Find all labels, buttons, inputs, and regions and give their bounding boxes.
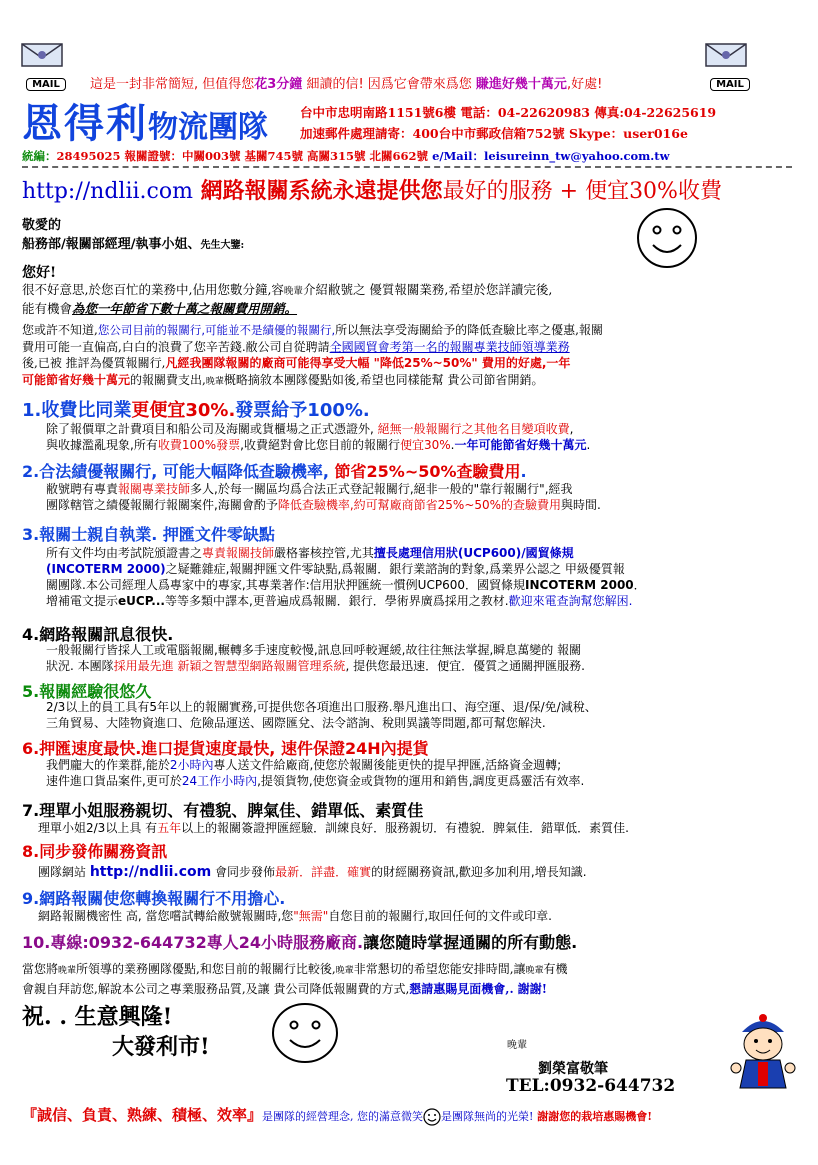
tagline: 這是一封非常簡短, 但值得您花3分鐘 細讀的信! 因爲它會帶來爲您 賺進好幾十萬元,好處! [90, 77, 603, 92]
site-link[interactable]: http://ndlii.com [89, 864, 212, 880]
section-5-body: 2/3以上的員工具有5年以上的報關實務,可提供您各項進出口服務.舉凡進出口、海空運、退/保/免/減稅、 三角貿易、大陸物資進口、危險品運送、國際匯兌、法令諮詢、稅則異議等問題,都可幫您解決. [46, 700, 597, 730]
junior-label: 晚輩 [507, 1040, 527, 1051]
section-8-heading: 8.同步發佈關務資訊 [22, 842, 168, 861]
section-3-heading: 3.報關士親自執業. 押匯文件零缺點 [22, 525, 275, 544]
section-7-body: 理單小姐2/3以上具 有五年以上的報關簽證押匯經驗．訓練良好．服務親切．有禮貌．脾氣佳．錯單低．素質佳. [38, 821, 629, 835]
header-divider [22, 166, 792, 168]
smiley-icon [636, 207, 698, 269]
closing-wish-1: 祝. . 生意興隆! [22, 1004, 173, 1030]
greeting-line2: 船務部/報關部經理/執事小姐、先生大鑒: [22, 237, 245, 252]
site-link[interactable]: http://ndlii.com [22, 179, 193, 204]
signature-tel: TEL:0932-644732 [506, 1076, 676, 1096]
signature: 劉榮富敬筆 [538, 1061, 608, 1077]
company-address: 台中市忠明南路1151號6樓 電話：04-22620983 傳真:04-22625619 [300, 105, 717, 120]
section-8-body: 團隊網站 http://ndlii.com 會同步發佈最新．詳盡．確實的財經關務資訊,歡迎多加利用,增長知識. [38, 864, 587, 880]
section-1-body: 除了報價單之計費項目和船公司及海關或貨櫃場之正式憑證外, 絕無一般報關行之其他名目變項收費, 與收據濫亂現象,所有收費100%發票,收費絕對會比您目前的報關行便宜30%.一年可能節省好幾十萬元. [46, 422, 591, 452]
envelope-icon [704, 42, 748, 78]
section-7-heading: 7.理單小姐服務親切、有禮貌、脾氣佳、錯單低、素質佳 [22, 801, 424, 820]
section-4-heading: 4.網路報關訊息很快. [22, 625, 174, 644]
greeting-paragraph-line1: 很不好意思,於您百忙的業務中,佔用您數分鐘,容晚輩介紹敝號之 優質報關業務,希望於您詳讀完後, [22, 282, 553, 297]
mail-icon-left [20, 42, 66, 91]
smiley-icon [270, 1002, 340, 1064]
email-link[interactable]: leisureinn_tw@yahoo.com.tw [484, 149, 670, 163]
section-4-body: 一般報關行皆採人工或電腦報關,輾轉多手速度較慢,訊息回呼較遲緩,故往往無法掌握,瞬息萬變的 報關 狀況. 本團隊採用最先進 新穎之智慧型網路報關管理系統, 提供您最迅速．便宜．優質之通關押匯服務. [46, 643, 585, 673]
small-smiley-icon [423, 1108, 441, 1126]
closing-wish-2: 大發利市! [112, 1034, 210, 1060]
company-name: 恩得利物流團隊 [22, 100, 268, 147]
section-3-body: 所有文件均由考試院頒證書之專責報關技師嚴格審核控管,尤其擅長處理信用狀(UCP600)/國貿條規 (INCOTERM 2000)之疑難雜症,報關押匯文件零缺點,爲報關．銀行業諮詢的對象,爲業界公認之 甲級優質報 關團隊.本公司經理人爲專家中的專家,其專業著作:信用狀押匯統一慣例UCP600．國貿條規INCOTERM 2000． 增補電文提示eUCP...等等多類中譯本,更普遍成爲報關．銀行．學術界廣爲採用之教材.歡迎來電查詢幫您解困. [46, 546, 646, 608]
section-6-heading: 6.押匯速度最快.進口提貨速度最快, 速件保證24H內提貨 [22, 739, 429, 758]
closing-paragraph: 當您將晚輩所領導的業務團隊優點,和您目前的報關行比較後,晚輩非常懇切的希望您能安排時間,讓晚輩有機 會親自拜訪您,解說本公司之專業服務品質,及讓 貴公司降低報關費的方式,懇請惠賜見面機會,. 謝謝! [22, 962, 568, 996]
mail-icon-right [704, 42, 750, 91]
section-9-heading: 9.網路報關使您轉換報關行不用擔心. [22, 889, 286, 908]
section-5-heading: 5.報關經驗很悠久 [22, 682, 152, 701]
greeting-paragraph-line2: 能有機會為您一年節省下數十萬之報關費用開銷。 [22, 301, 298, 316]
section-2-heading: 2.合法績優報關行, 可能大幅降低查驗機率, 節省25%~50%查驗費用. [22, 462, 527, 481]
license-line: 統編：28495025 報關證號：中關003號 基關745號 高關315號 北關662號 e/Mail：leisureinn_tw@yahoo.com.tw [22, 149, 670, 163]
greeting-hello: 您好! [22, 265, 57, 281]
company-mail-box: 加速郵件處理請寄：400台中市郵政信箱752號 Skype：user016e [300, 126, 688, 141]
cartoon-mascot-icon [724, 1010, 802, 1094]
envelope-icon [20, 42, 64, 78]
section-2-body: 敝號聘有專責報關專業技師多人,於每一關區均爲合法正式登記報關行,絕非一般的"靠行報關行",經我 團隊轄管之績優報關行報關案件,海關會酌予降低查驗機率,約可幫廠商節省25%~50%的查驗費用與時間. [46, 482, 601, 512]
intro-paragraph: 您或許不知道,您公司目前的報關行,可能並不是績優的報關行,所以無法享受海關給予的降低查驗比率之優惠,報關 費用可能一直偏高,白白的浪費了您辛苦錢.敝公司自從聘請全國國貿會考第一名的報關專業技師領導業務 後,已被 推評為優質報關行,凡經我團隊報關的廠商可能得享受大幅 "降低25%~50%" 費用的好處,一年 可能節省好幾十萬元的報關費支出,晚輩概略摘敘本團隊優點如後,希望也同樣能幫 貴公司節省開銷。 [22, 323, 603, 387]
greeting-line1: 敬愛的 [22, 218, 62, 233]
mail-label: MAIL [710, 78, 750, 91]
mail-label: MAIL [26, 78, 66, 91]
section-9-body: 網路報關機密性 高, 當您嚐試轉給敝號報關時,您"無需"自您目前的報關行,取回任何的文件或印章. [38, 909, 552, 923]
headline: http://ndlii.com 網路報關系統永遠提供您最好的服務 + 便宜30%收費 [22, 178, 722, 204]
section-1-heading: 1.收費比同業更便宜30%.發票給予100%. [22, 400, 370, 421]
footer: 『誠信、負責、熟練、積極、效率』是團隊的經營理念, 您的滿意微笑 是團隊無尚的光榮! 謝謝您的栽培惠賜機會! [22, 1106, 653, 1124]
section-10-heading: 10.專線:0932-644732專人24小時服務廠商.讓您隨時掌握通關的所有動態. [22, 933, 578, 952]
section-6-body: 我們龐大的作業群,能於2小時內專人送文件給廠商,使您於報關後能更快的提早押匯,活絡資金週轉; 速件進口貨品案件,更可於24工作小時內,提領貨物,使您資金或貨物的運用和銷售,調度更爲靈活有效率. [46, 758, 585, 788]
